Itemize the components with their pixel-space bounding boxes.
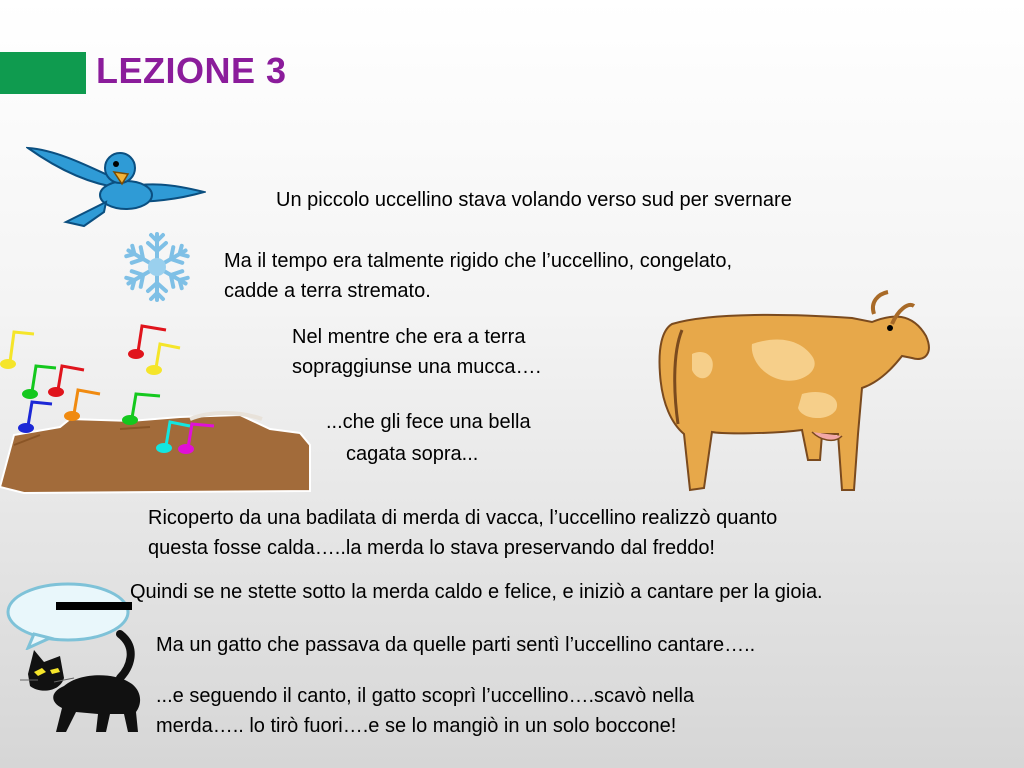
- story-line-5a: Ricoperto da una badilata di merda di vacca, l’uccellino realizzò quanto: [148, 507, 778, 529]
- accent-bar: [0, 52, 86, 94]
- story-line-7: Ma un gatto che passava da quelle parti sentì l’uccellino cantare…..: [156, 634, 756, 656]
- story-line-8a: ...e seguendo il canto, il gatto scoprì l’uccellino….scavò nella: [156, 685, 695, 707]
- story-line-8b: merda….. lo tirò fuori….e se lo mangiò in un solo boccone!: [156, 715, 677, 737]
- story-line-4b: cagata sopra...: [346, 443, 479, 465]
- story-line-2b: cadde a terra stremato.: [224, 280, 431, 302]
- story-line-5b: questa fosse calda…..la merda lo stava preservando dal freddo!: [148, 537, 715, 559]
- cow-icon: [652, 284, 934, 502]
- story-line-6: Quindi se ne stette sotto la merda caldo e felice, e iniziò a cantare per la gioia.: [130, 581, 823, 603]
- story-line-3b: sopraggiunse una mucca….: [292, 356, 542, 378]
- story-line-2a: Ma il tempo era talmente rigido che l’uccellino, congelato,: [224, 250, 733, 272]
- cat-icon: [20, 628, 160, 736]
- story-line-1: Un piccolo uccellino stava volando verso sud per svernare: [276, 189, 792, 211]
- story-line-3a: Nel mentre che era a terra: [292, 326, 526, 348]
- bird-icon: [26, 140, 206, 230]
- story-line-4a: ...che gli fece una bella: [326, 411, 531, 433]
- slide-title: LEZIONE 3: [96, 50, 287, 91]
- snowflake-icon: [118, 230, 196, 304]
- music-notes-icon: [0, 322, 230, 454]
